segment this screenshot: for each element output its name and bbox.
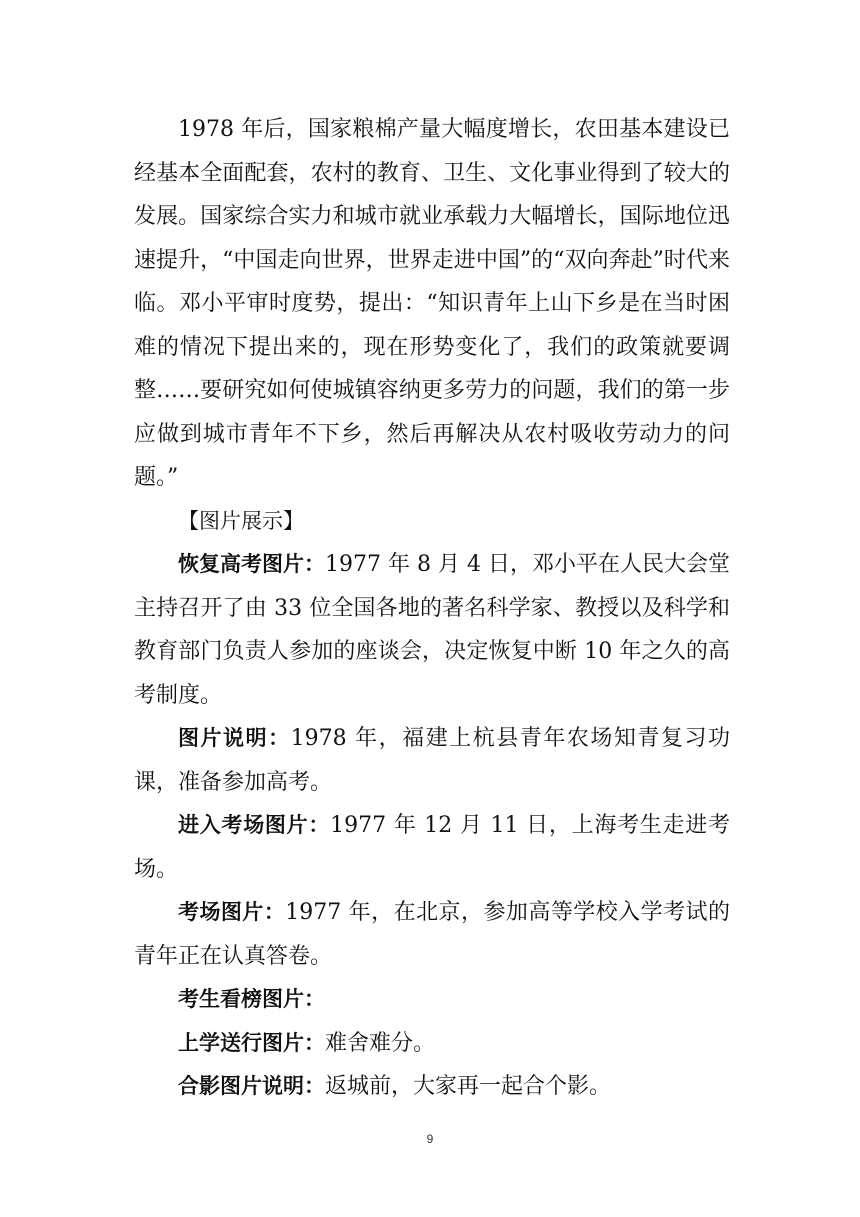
caption-enter-exam-hall — [134, 804, 730, 891]
intro-paragraph: 1978 年后，国家粮棉产量大幅度增长，农田基本建设已经基本全面配套，农村的教育、卫生、文化事业得到了较大的发展。国家综合实力和城市就业承载力大幅增长，国际地位迅速提升，“中国走向世界，世界走进中国”的“双向奔赴”时代来临。邓小平审时度势，提出：“知识青年上山下乡是在当时困难的情况下提出来的，现在形势变化了，我们的政策就要调整……要研究如何使城镇容纳更多劳力的问题，我们的第一步应做到城市青年不下乡，然后再解决从农村吸收劳动力的问题。” — [134, 117, 730, 490]
caption-text: 返城前，大家再一起合个影。 — [325, 1074, 612, 1099]
caption-label: 图片说明： — [178, 726, 291, 750]
caption-text: 1977 年 8 月 4 日，邓小平在人民大会堂主持召开了由 33 位全国各地的著名科学家、教授以及科学和教育部门负责人参加的座谈会，决定恢复中断 10 年之久的高考制度。 — [134, 552, 730, 708]
caption-photo-note — [134, 717, 730, 804]
caption-label: 考场图片： — [178, 900, 286, 924]
caption-text: 1977 年，在北京，参加高等学校入学考试的青年正在认真答卷。 — [134, 900, 731, 969]
caption-label: 考生看榜图片： — [178, 987, 325, 1011]
caption-results-board — [134, 978, 730, 1022]
caption-text: 1978 年，福建上杭县青年农场知青复习功课，准备参加高考。 — [134, 726, 731, 795]
caption-exam-hall — [134, 891, 730, 978]
caption-send-off — [134, 1022, 730, 1066]
body-text — [134, 108, 730, 1109]
caption-label: 恢复高考图片： — [178, 552, 326, 576]
caption-text: 1977 年 12 月 11 日，上海考生走进考场。 — [134, 813, 730, 882]
caption-restore-exam — [134, 543, 730, 717]
page-number: 9 — [426, 1132, 434, 1146]
caption-label: 上学送行图片： — [178, 1030, 325, 1055]
caption-label: 进入考场图片： — [178, 813, 331, 837]
caption-group-photo — [134, 1065, 730, 1109]
section-heading — [134, 500, 730, 544]
caption-label: 合影图片说明： — [178, 1074, 325, 1098]
section-heading-text: 【图片展示】 — [178, 508, 304, 533]
caption-text: 难舍难分。 — [325, 1030, 436, 1056]
